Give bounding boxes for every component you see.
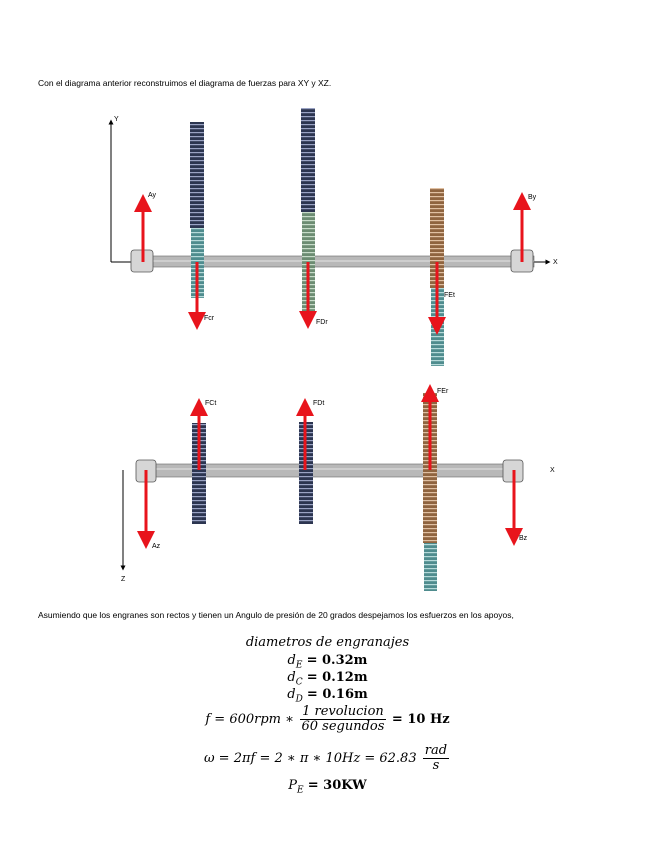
gear-c-upper — [190, 122, 204, 228]
intro-text: Con el diagrama anterior reconstruimos el diagrama de fuerzas para XY y XZ. — [38, 78, 332, 88]
force-fdr-label: FDr — [316, 319, 328, 326]
force-fct-label: FCt — [205, 400, 217, 407]
z-axis-label: Z — [121, 576, 126, 583]
equation-power: $P_E = 30KW$ — [288, 778, 367, 796]
equation-dc: $d_C = 0.12m$ — [287, 670, 368, 688]
omega-fraction: $\frac{\text{rad}}{s}$ — [424, 743, 448, 773]
force-fer-label: FEr — [437, 388, 449, 395]
x-axis-label: X — [553, 259, 558, 266]
force-fcr-label: Fcr — [204, 315, 215, 322]
y-axis-label: Y — [114, 116, 119, 123]
equation-dd: $d_D = 0.16m$ — [287, 687, 368, 705]
force-ay-label: Ay — [148, 192, 157, 199]
assumption-paragraph: Asumiendo que los engranes son rectos y tienen un Angulo de presión de 20 grados despejamos los esfuerzos en los apoyos, — [38, 610, 514, 620]
frequency-fraction: $\frac{\text{1 revolucion}}{\text{60 segundos}}$ — [301, 704, 385, 734]
force-az-label: Az — [152, 543, 161, 550]
gear-e-xz-lower — [424, 543, 437, 591]
gear-d-upper — [301, 108, 315, 212]
x-axis-label-xz: X — [550, 467, 555, 474]
equation-de: $d_E = 0.32m$ — [287, 653, 368, 671]
force-fet-label: FEt — [444, 292, 455, 299]
equation-heading: diametros de engranajes — [245, 635, 410, 650]
xy-diagram — [111, 108, 558, 366]
force-by-label: By — [528, 194, 537, 201]
equation-omega: ω = 2πf = 2 ∗ π ∗ 10Hz = 62.83 $\frac{\text{rad}}{s}$ — [203, 743, 448, 773]
force-bz-label: Bz — [519, 535, 528, 542]
equation-frequency: f = 600rpm ∗ $\frac{\text{1 revolucion}}{\text{60 segundos}}$ = 10 Hz — [205, 704, 450, 734]
xz-diagram — [121, 388, 555, 591]
force-fdt-label: FDt — [313, 400, 325, 407]
